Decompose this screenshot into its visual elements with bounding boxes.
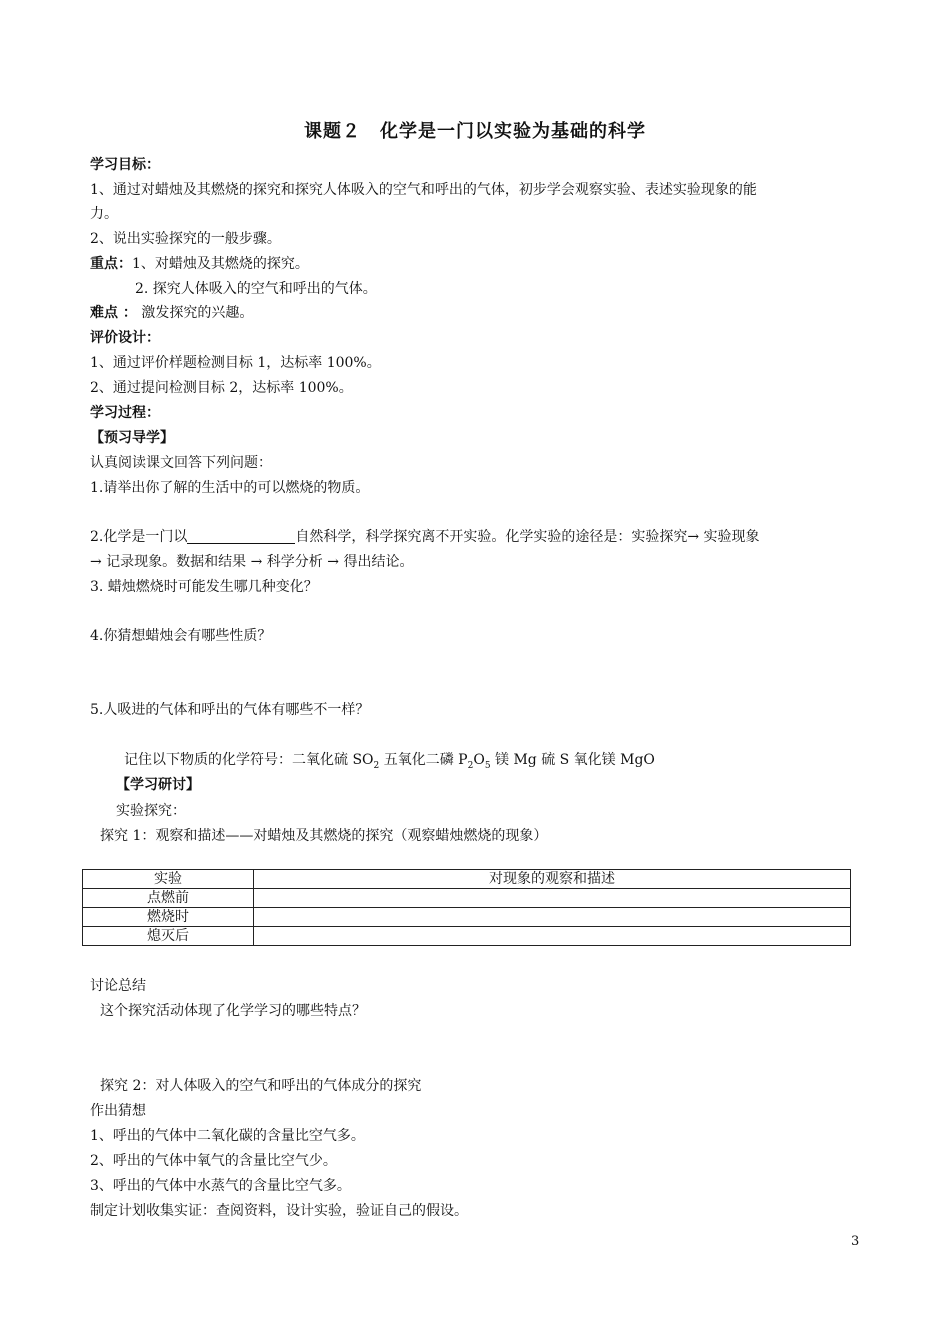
page-title: 课题２ 化学是一门以实验为基础的科学: [304, 121, 646, 142]
p2o5-lead: 五氧化二磷 P: [379, 752, 468, 768]
difficulty-text: 激发探究的兴趣。: [136, 305, 254, 321]
preview-question-1: 1.请举出你了解的生活中的可以燃烧的物质。: [90, 480, 370, 496]
preview-question-2-line2: → 记录现象。数据和结果 → 科学分析 → 得出结论。: [90, 554, 414, 570]
study-heading: 【学习研讨】: [116, 777, 200, 793]
p-subscript: 2: [467, 760, 474, 771]
evaluation-heading: 评价设计：: [90, 330, 160, 346]
table-row: [83, 889, 851, 908]
chemical-symbols: [124, 750, 655, 776]
evaluation-1: 1、通过评价样题检测目标 1，达标率 100%。: [90, 355, 381, 371]
objectives-heading: 学习目标：: [90, 157, 160, 173]
preview-question-2: [90, 527, 760, 547]
key-point-1-text: 1、对蜡烛及其燃烧的探究。: [132, 256, 309, 272]
row-label-burning: 燃烧时: [83, 908, 254, 927]
difficulty-label: 难点 ：: [90, 305, 137, 321]
row-cell-before[interactable]: [254, 889, 851, 908]
symbols-rest: 镁 Mg 硫 S 氧化镁 MgO: [490, 752, 655, 768]
guess-3: 3、呼出的气体中水蒸气的含量比空气多。: [90, 1178, 351, 1194]
objective-1-line2: 力。: [90, 206, 118, 222]
row-label-before: 点燃前: [83, 889, 254, 908]
inquiry-2-title: 探究 2：对人体吸入的空气和呼出的气体成分的探究: [100, 1078, 422, 1094]
table-header-row: [83, 870, 851, 889]
guess-1: 1、呼出的气体中二氧化碳的含量比空气多。: [90, 1128, 365, 1144]
key-points-label: 重点：: [90, 256, 132, 272]
difficulty: [90, 303, 253, 323]
evaluation-2: 2、通过提问检测目标 2，达标率 100%。: [90, 380, 353, 396]
preview-question-3: 3. 蜡烛燃烧时可能发生哪几种变化？: [90, 579, 318, 595]
row-cell-burning[interactable]: [254, 908, 851, 927]
page-number: 3: [851, 1234, 860, 1249]
key-point-2: 2. 探究人体吸入的空气和呼出的气体。: [135, 281, 377, 297]
objective-2: 2、说出实验探究的一般步骤。: [90, 231, 281, 247]
row-cell-after[interactable]: [254, 927, 851, 946]
objective-1-line1: 1、通过对蜡烛及其燃烧的探究和探究人体吸入的空气和呼出的气体，初步学会观察实验、表述实验现象的能: [90, 182, 757, 198]
header-observation: 对现象的观察和描述: [254, 870, 851, 889]
observation-table: [82, 869, 851, 946]
o-subscript: 5: [484, 760, 491, 771]
preview-heading: 【预习导学】: [90, 430, 174, 446]
plan: 制定计划收集实证：查阅资料，设计实验，验证自己的假设。: [90, 1203, 468, 1219]
guess-heading: 作出猜想: [90, 1103, 146, 1119]
table-row: [83, 908, 851, 927]
so2-subscript: 2: [373, 760, 380, 771]
symbols-lead: 记住以下物质的化学符号：二氧化硫 SO: [124, 752, 374, 768]
table-row: [83, 927, 851, 946]
preview-question-4: 4.你猜想蜡烛会有哪些性质？: [90, 628, 272, 644]
discussion-question: 这个探究活动体现了化学学习的哪些特点？: [100, 1003, 366, 1019]
o-letter: O: [473, 752, 485, 768]
inquiry-1: 探究 1：观察和描述——对蜡烛及其燃烧的探究（观察蜡烛燃烧的现象）: [100, 828, 548, 844]
preview-intro: 认真阅读课文回答下列问题：: [90, 455, 272, 471]
preview-question-5: 5.人吸进的气体和呼出的气体有哪些不一样？: [90, 702, 370, 718]
header-experiment: 实验: [83, 870, 254, 889]
key-point-1: [90, 254, 309, 274]
q2-after: 自然科学，科学探究离不开实验。化学实验的途径是：实验探究→ 实验现象: [295, 529, 760, 545]
experiment-label: 实验探究：: [116, 803, 186, 819]
guess-2: 2、呼出的气体中氧气的含量比空气少。: [90, 1153, 337, 1169]
fill-blank[interactable]: [187, 529, 295, 544]
q2-before: 2.化学是一门以: [90, 529, 188, 545]
discussion-heading: 讨论总结: [90, 978, 146, 994]
process-heading: 学习过程：: [90, 405, 160, 421]
row-label-after: 熄灭后: [83, 927, 254, 946]
